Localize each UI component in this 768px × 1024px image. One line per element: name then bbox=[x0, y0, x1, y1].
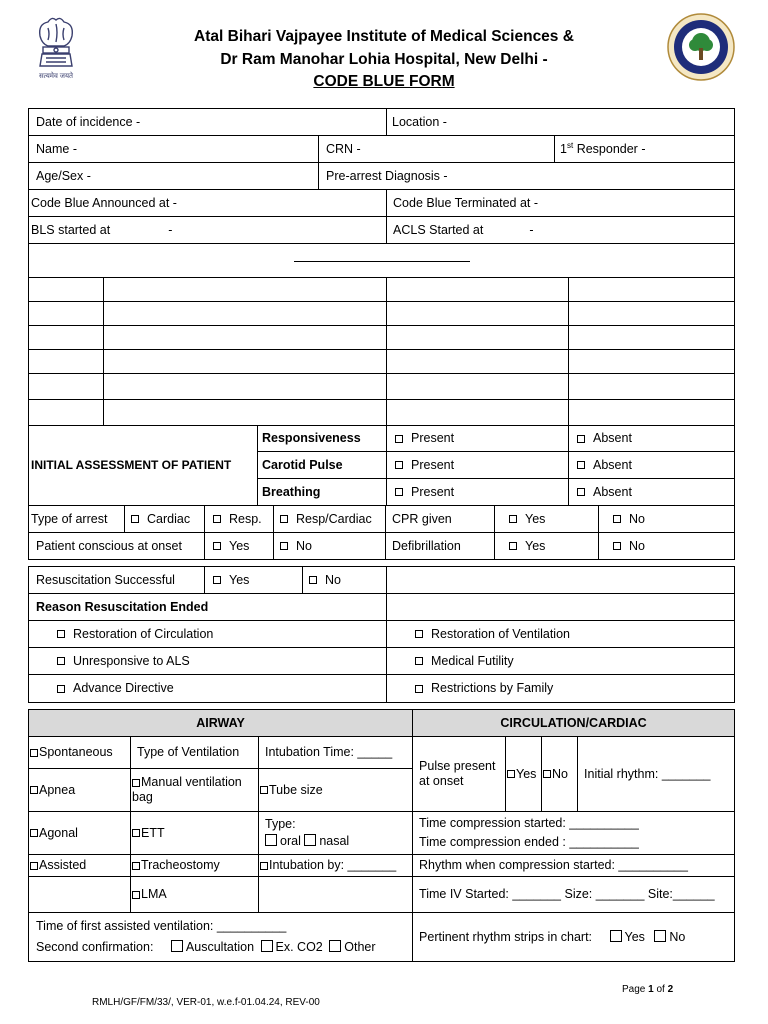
checkbox-icon[interactable] bbox=[30, 862, 38, 870]
lma-option[interactable]: LMA bbox=[131, 877, 259, 913]
checkbox-icon[interactable] bbox=[577, 488, 585, 496]
details-table bbox=[28, 108, 735, 278]
initial-rhythm-field[interactable]: Initial rhythm: _______ bbox=[578, 737, 735, 812]
arrest-respcardiac-option[interactable]: Resp/Cardiac bbox=[274, 506, 386, 533]
checkbox-icon[interactable] bbox=[213, 515, 221, 523]
intubation-time-field[interactable]: Intubation Time: _____ bbox=[259, 737, 413, 769]
carotid-present-option[interactable]: Present bbox=[387, 452, 569, 479]
checkbox-icon[interactable] bbox=[329, 940, 341, 952]
ventilation-confirmation-field[interactable] bbox=[29, 913, 413, 962]
page-number: Page 1 of 2 bbox=[622, 984, 674, 995]
checkbox-icon[interactable] bbox=[213, 542, 221, 550]
blank-cell[interactable] bbox=[104, 350, 387, 374]
checkbox-icon[interactable] bbox=[613, 515, 621, 523]
agonal-option[interactable]: Agonal bbox=[29, 812, 131, 855]
tube-size-option[interactable]: Tube size bbox=[259, 769, 413, 812]
pertinent-rhythm-field[interactable]: Pertinent rhythm strips in chart: Yes No bbox=[413, 913, 735, 962]
blank-cell[interactable] bbox=[569, 278, 735, 302]
conscious-no-option[interactable]: No bbox=[274, 533, 386, 560]
cpr-no-option[interactable]: No bbox=[599, 506, 735, 533]
form-title: CODE BLUE FORM bbox=[313, 73, 455, 90]
hospital-logo-icon bbox=[666, 12, 736, 82]
checkbox-icon[interactable] bbox=[265, 834, 277, 846]
spontaneous-option[interactable]: Spontaneous bbox=[29, 737, 131, 769]
tracheostomy-option[interactable]: Tracheostomy bbox=[131, 855, 259, 877]
blank-cell[interactable] bbox=[29, 326, 104, 350]
checkbox-icon[interactable] bbox=[415, 630, 423, 638]
checkbox-icon[interactable] bbox=[577, 461, 585, 469]
reason-restoration-ventilation[interactable]: Restoration of Ventilation bbox=[387, 621, 735, 648]
blank-cell[interactable] bbox=[104, 302, 387, 326]
breathing-present-option[interactable]: Present bbox=[387, 479, 569, 506]
blank-cell[interactable] bbox=[387, 350, 569, 374]
pulse-no-option[interactable]: No bbox=[542, 737, 578, 812]
cpr-given-label: CPR given bbox=[386, 506, 495, 533]
blank-cell[interactable] bbox=[387, 567, 735, 594]
checkbox-icon[interactable] bbox=[131, 515, 139, 523]
checkbox-icon[interactable] bbox=[260, 786, 268, 794]
defibrillation-label: Defibrillation bbox=[386, 533, 495, 560]
responsiveness-absent-option[interactable]: Absent bbox=[569, 426, 735, 452]
blank-cell[interactable] bbox=[569, 374, 735, 400]
checkbox-icon[interactable] bbox=[30, 749, 38, 757]
checkbox-icon[interactable] bbox=[509, 515, 517, 523]
airway-circulation-table bbox=[28, 709, 735, 962]
checkbox-icon[interactable] bbox=[260, 862, 268, 870]
intubation-by-field[interactable]: Intubation by: _______ bbox=[259, 855, 413, 877]
first-assisted-ventilation-field[interactable]: Time of first assisted ventilation: __________ bbox=[36, 919, 287, 933]
carotid-absent-option[interactable]: Absent bbox=[569, 452, 735, 479]
blank-cell[interactable] bbox=[104, 278, 387, 302]
checkbox-icon[interactable] bbox=[543, 770, 551, 778]
blank-cell[interactable] bbox=[569, 350, 735, 374]
type-of-ventilation-label: Type of Ventilation bbox=[131, 737, 259, 769]
checkbox-icon[interactable] bbox=[395, 488, 403, 496]
assessment-table bbox=[28, 277, 735, 506]
checkbox-icon[interactable] bbox=[213, 576, 221, 584]
signature-line bbox=[294, 260, 470, 262]
blank-cell[interactable] bbox=[29, 278, 104, 302]
reason-resuscitation-ended-label: Reason Resuscitation Ended bbox=[29, 594, 387, 621]
name-field[interactable]: Name - bbox=[29, 136, 319, 163]
reason-restrictions-family[interactable]: Restrictions by Family bbox=[387, 675, 735, 703]
checkbox-icon[interactable] bbox=[304, 834, 316, 846]
first-responder-field[interactable]: 1st Responder - bbox=[555, 136, 735, 163]
age-sex-field[interactable]: Age/Sex - bbox=[29, 163, 319, 190]
checkbox-icon[interactable] bbox=[57, 657, 65, 665]
blank-cell[interactable] bbox=[387, 278, 569, 302]
checkbox-icon[interactable] bbox=[30, 786, 38, 794]
reason-medical-futility[interactable]: Medical Futility bbox=[387, 648, 735, 675]
checkbox-icon[interactable] bbox=[577, 435, 585, 443]
defib-no-option[interactable]: No bbox=[599, 533, 735, 560]
form-code: RMLH/GF/FM/33/, VER-01, w.e.f-01.04.24, REV-00 bbox=[92, 997, 320, 1008]
blank-cell[interactable] bbox=[29, 374, 104, 400]
resuscitation-successful-label: Resuscitation Successful bbox=[29, 567, 205, 594]
second-confirmation-field[interactable]: Second confirmation: Auscultation Ex. CO2 Other bbox=[36, 940, 376, 954]
cpr-yes-option[interactable]: Yes bbox=[495, 506, 599, 533]
ett-option[interactable]: ETT bbox=[131, 812, 259, 855]
responsiveness-label: Responsiveness bbox=[258, 426, 387, 452]
checkbox-icon[interactable] bbox=[280, 515, 288, 523]
header-line-2: Dr Ram Manohar Lohia Hospital, New Delhi - bbox=[220, 51, 548, 68]
checkbox-icon[interactable] bbox=[415, 685, 423, 693]
responsiveness-present-option[interactable]: Present bbox=[387, 426, 569, 452]
acls-started-field[interactable]: ACLS Started at - bbox=[387, 217, 735, 244]
location-field[interactable]: Location - bbox=[387, 109, 735, 136]
blank-cell[interactable] bbox=[104, 400, 387, 426]
breathing-absent-option[interactable]: Absent bbox=[569, 479, 735, 506]
blank-cell[interactable] bbox=[387, 594, 735, 621]
checkbox-icon[interactable] bbox=[509, 542, 517, 550]
arrest-table bbox=[28, 505, 735, 560]
apnea-option[interactable]: Apnea bbox=[29, 769, 131, 812]
carotid-pulse-label: Carotid Pulse bbox=[258, 452, 387, 479]
blank-cell[interactable] bbox=[29, 302, 104, 326]
airway-heading: AIRWAY bbox=[29, 710, 413, 737]
blank-cell[interactable] bbox=[387, 302, 569, 326]
blank-cell[interactable] bbox=[259, 877, 413, 913]
emblem-caption: सत्यमेव जयते bbox=[38, 73, 74, 80]
signature-row[interactable] bbox=[29, 244, 735, 278]
reason-unresponsive-als[interactable]: Unresponsive to ALS bbox=[29, 648, 387, 675]
checkbox-icon[interactable] bbox=[30, 829, 38, 837]
blank-cell[interactable] bbox=[104, 374, 387, 400]
crn-field[interactable]: CRN - bbox=[319, 136, 555, 163]
tube-type-field[interactable]: Type: oral nasal bbox=[259, 812, 413, 855]
blank-cell[interactable] bbox=[29, 350, 104, 374]
compression-times-field[interactable] bbox=[413, 812, 735, 855]
initial-assessment-title: INITIAL ASSESSMENT OF PATIENT bbox=[29, 426, 258, 506]
checkbox-icon[interactable] bbox=[132, 779, 140, 787]
checkbox-icon[interactable] bbox=[57, 685, 65, 693]
checkbox-icon[interactable] bbox=[507, 770, 515, 778]
compression-ended-field[interactable]: Time compression ended : __________ bbox=[419, 835, 639, 849]
arrest-cardiac-option[interactable]: Cardiac bbox=[125, 506, 205, 533]
reason-advance-directive[interactable]: Advance Directive bbox=[29, 675, 387, 703]
national-emblem-icon bbox=[30, 14, 82, 84]
conscious-yes-option[interactable]: Yes bbox=[205, 533, 274, 560]
checkbox-icon[interactable] bbox=[132, 891, 140, 899]
blank-cell[interactable] bbox=[569, 302, 735, 326]
resus-yes-option[interactable]: Yes bbox=[205, 567, 303, 594]
resus-no-option[interactable]: No bbox=[303, 567, 387, 594]
blank-cell[interactable] bbox=[29, 400, 104, 426]
checkbox-icon[interactable] bbox=[261, 940, 273, 952]
type-of-arrest-label: Type of arrest bbox=[29, 506, 125, 533]
bls-started-field[interactable]: BLS started at - bbox=[29, 217, 387, 244]
checkbox-icon[interactable] bbox=[132, 862, 140, 870]
time-iv-started-field[interactable]: Time IV Started: _______ Size: _______ Site:______ bbox=[413, 877, 735, 913]
pulse-yes-option[interactable]: Yes bbox=[506, 737, 542, 812]
defib-yes-option[interactable]: Yes bbox=[495, 533, 599, 560]
type-label: Type: bbox=[265, 817, 296, 831]
assisted-option[interactable]: Assisted bbox=[29, 855, 131, 877]
checkbox-icon[interactable] bbox=[610, 930, 622, 942]
blank-cell[interactable] bbox=[104, 326, 387, 350]
manual-ventilation-option[interactable]: Manual ventilation bag bbox=[131, 769, 259, 812]
pulse-present-label: Pulse present at onset bbox=[413, 737, 506, 812]
prearrest-diagnosis-field[interactable]: Pre-arrest Diagnosis - bbox=[319, 163, 735, 190]
blank-cell[interactable] bbox=[387, 326, 569, 350]
breathing-label: Breathing bbox=[258, 479, 387, 506]
date-of-incidence-field[interactable]: Date of incidence - bbox=[29, 109, 387, 136]
arrest-resp-option[interactable]: Resp. bbox=[205, 506, 274, 533]
circulation-heading: CIRCULATION/CARDIAC bbox=[413, 710, 735, 737]
resuscitation-table bbox=[28, 566, 735, 703]
compression-started-field[interactable]: Time compression started: __________ bbox=[419, 816, 639, 830]
checkbox-icon[interactable] bbox=[309, 576, 317, 584]
code-blue-announced-field[interactable]: Code Blue Announced at - bbox=[29, 190, 387, 217]
blank-cell[interactable] bbox=[29, 877, 131, 913]
code-blue-terminated-field[interactable]: Code Blue Terminated at - bbox=[387, 190, 735, 217]
checkbox-icon[interactable] bbox=[57, 630, 65, 638]
checkbox-icon[interactable] bbox=[171, 940, 183, 952]
patient-conscious-label: Patient conscious at onset bbox=[29, 533, 205, 560]
checkbox-icon[interactable] bbox=[395, 435, 403, 443]
header-line-1: Atal Bihari Vajpayee Institute of Medical Sciences & bbox=[194, 28, 574, 45]
checkbox-icon[interactable] bbox=[132, 829, 140, 837]
reason-restoration-circulation[interactable]: Restoration of Circulation bbox=[29, 621, 387, 648]
checkbox-icon[interactable] bbox=[395, 461, 403, 469]
blank-cell[interactable] bbox=[569, 326, 735, 350]
blank-cell[interactable] bbox=[387, 400, 569, 426]
rhythm-compression-field[interactable]: Rhythm when compression started: __________ bbox=[413, 855, 735, 877]
checkbox-icon[interactable] bbox=[415, 657, 423, 665]
blank-cell[interactable] bbox=[569, 400, 735, 426]
checkbox-icon[interactable] bbox=[280, 542, 288, 550]
checkbox-icon[interactable] bbox=[654, 930, 666, 942]
blank-cell[interactable] bbox=[387, 374, 569, 400]
checkbox-icon[interactable] bbox=[613, 542, 621, 550]
